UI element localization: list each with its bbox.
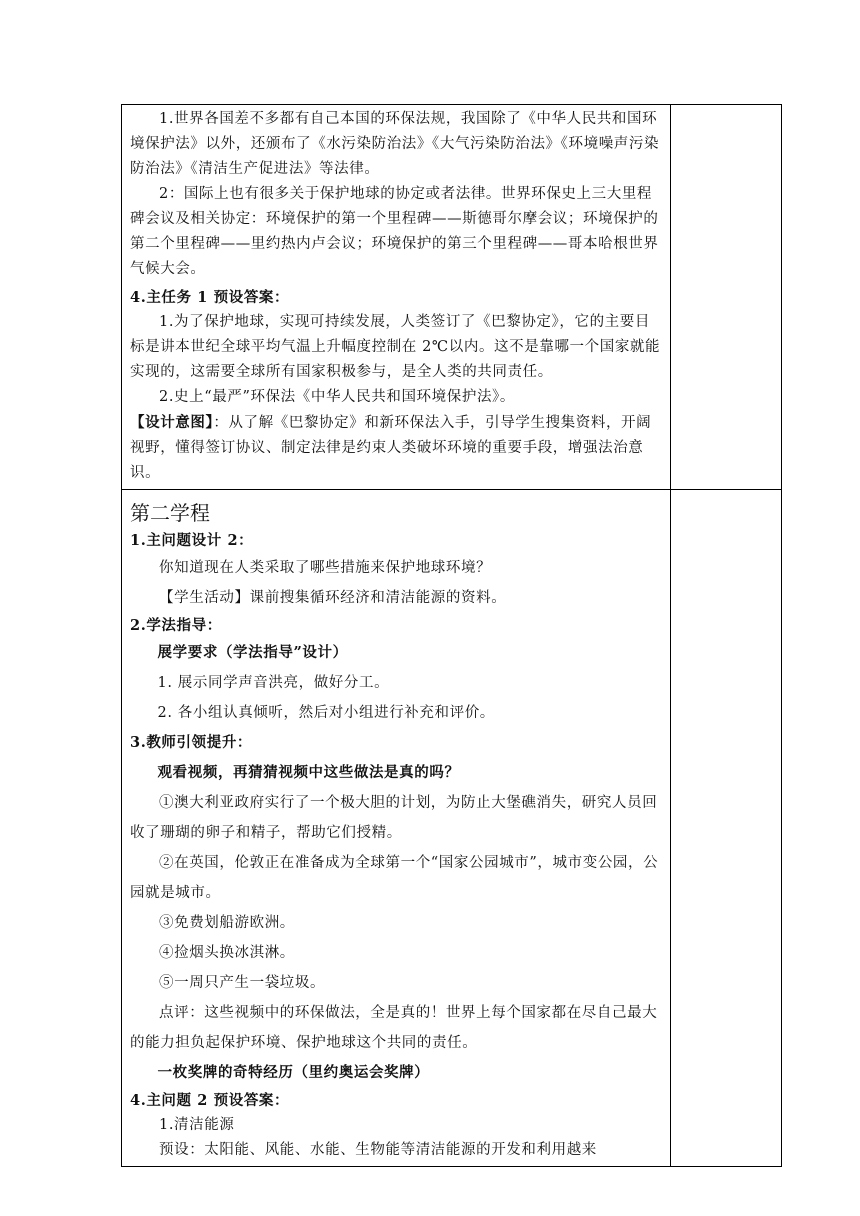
question-text: 你知道现在人类采取了哪些措施来保护地球环境？ <box>159 560 492 576</box>
lesson-plan-page <box>121 104 781 1167</box>
paragraph-laws: 1.世界各国差不多都有自己本国的环保法规，我国除了《中华人民共和国环境保护法》以外，还颁布了《水污染防治法》《大气污染防治法》《环境噪声污染防治法》《清洁生产促进法》等法律。 <box>130 111 660 177</box>
content-cell <box>122 490 671 1167</box>
design-intent-text: ：从了解《巴黎协定》和新环保法入手，引导学生搜集资料，开阔视野，懂得签订协议、制定法律是约束人类破坏环境的重要手段，增强法治意识。 <box>130 415 652 481</box>
medal-title: 一枚奖牌的奇特经历（里约奥运会奖牌） <box>157 1064 430 1081</box>
table-row <box>122 490 782 1167</box>
method-item: 1. 展示同学声音洪亮，做好分工。 <box>157 675 390 691</box>
answer-paris-agreement: 1.为了保护地球，实现可持续发展，人类签订了《巴黎协定》，它的主要目标是讲本世纪全球平均气温上升幅度控制在 2℃以内。这不是靠哪一个国家就能实现的，这需要全球所有国家积极参与，是全人类的共同责任。 <box>130 314 661 380</box>
video-item: ③免费划船游欧洲。 <box>159 915 295 931</box>
answer-heading: 4.主问题 2 预设答案： <box>130 1092 290 1109</box>
design-intent-label: 【设计意图】 <box>130 414 214 431</box>
table-row <box>122 105 782 490</box>
question-heading: 1.主问题设计 2： <box>130 532 254 549</box>
teacher-comment: 点评：这些视频中的环保做法，全是真的！世界上每个国家都在尽自己最大的能力担负起保护环境、保护地球这个共同的责任。 <box>130 1005 658 1051</box>
video-item: ①澳大利亚政府实行了一个极大胆的计划，为防止大堡礁消失，研究人员回收了珊瑚的卵子和精子，帮助它们授精。 <box>130 795 658 841</box>
video-item: ④捡烟头换冰淇淋。 <box>159 945 295 961</box>
notes-cell <box>671 105 782 490</box>
video-title: 观看视频，再猜猜视频中这些做法是真的吗？ <box>157 764 460 781</box>
notes-cell <box>671 490 782 1167</box>
method-heading: 2.学法指导： <box>130 617 222 634</box>
video-item: ②在英国，伦敦正在准备成为全球第一个“国家公园城市”，城市变公园，公园就是城市。 <box>130 855 659 901</box>
teacher-heading: 3.教师引领提升： <box>130 734 253 751</box>
task-1-answer-heading: 4.主任务 1 预设答案： <box>130 289 290 306</box>
paragraph-milestones: 2：国际上也有很多关于保护地球的协定或者法律。世界环保史上三大里程碑会议及相关协定：环境保护的第一个里程碑——斯德哥尔摩会议；环境保护的第二个里程碑——里约热内卢会议；环境保护的第三个里程碑——哥本哈根世界气候大会。 <box>130 186 659 277</box>
content-cell <box>122 105 671 490</box>
preset-answer: 预设：太阳能、风能、水能、生物能等清洁能源的开发和利用越来 <box>159 1142 597 1158</box>
design-intent-paragraph <box>130 410 662 486</box>
video-item: ⑤一周只产生一袋垃圾。 <box>159 975 326 991</box>
method-item: 2. 各小组认真倾听，然后对小组进行补充和评价。 <box>157 705 495 721</box>
lesson-plan-table <box>121 104 782 1167</box>
method-title: 展学要求（学法指导”设计） <box>157 644 348 661</box>
clean-energy-label: 1.清洁能源 <box>159 1117 235 1133</box>
student-activity: 【学生活动】课前搜集循环经济和清洁能源的资料。 <box>159 590 507 606</box>
answer-environment-law: 2.史上“最严”环保法《中华人民共和国环境保护法》。 <box>159 389 516 405</box>
section-title: 第二学程 <box>130 501 210 525</box>
